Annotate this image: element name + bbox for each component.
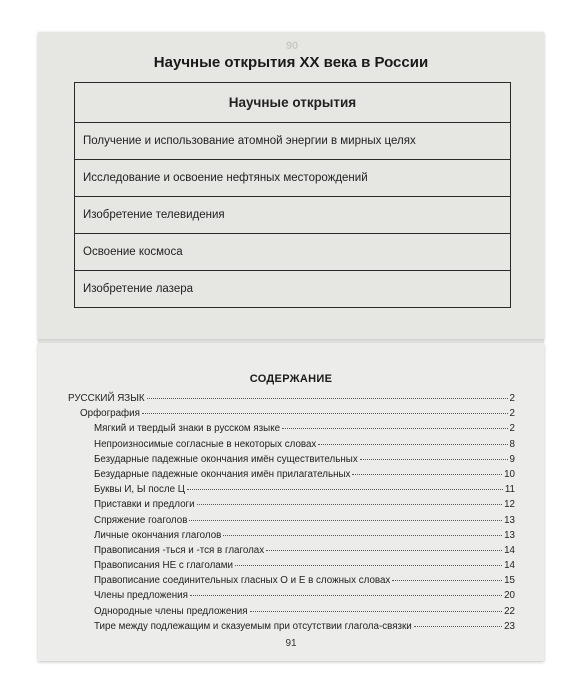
- toc-leader-dots: [266, 550, 502, 551]
- toc-entry-title: Приставки и предлоги: [94, 499, 195, 511]
- table-cell: Изобретение лазера: [75, 271, 511, 308]
- toc-entry: [68, 454, 515, 469]
- toc-leader-dots: [187, 489, 503, 490]
- toc-entry-page: 14: [504, 560, 515, 572]
- toc-entry-page: 23: [504, 620, 515, 632]
- toc-leader-dots: [282, 428, 507, 429]
- table-cell: Изобретение телевидения: [75, 197, 511, 234]
- toc-entry-title: Правописания НЕ с глаголами: [94, 560, 233, 572]
- toc-entry: [68, 621, 515, 636]
- toc-leader-dots: [223, 535, 502, 536]
- toc-entry-title: Безударные падежные окончания имён прилагательных: [94, 468, 351, 480]
- toc-entry-page: 2: [509, 423, 515, 435]
- toc-entry-page: 2: [509, 408, 515, 420]
- toc-leader-dots: [197, 504, 503, 505]
- toc-entry-title: Личные окончания глаголов: [94, 529, 222, 541]
- toc-entry-page: 11: [504, 484, 515, 496]
- toc-entry-page: 12: [504, 499, 515, 511]
- table-row: [75, 271, 511, 308]
- toc-entry: [68, 545, 515, 560]
- toc-entry: [68, 590, 515, 605]
- toc-entry: [68, 439, 515, 454]
- table-cell: Освоение космоса: [75, 234, 511, 271]
- toc-entry-title: Спряжение гоаголов: [94, 514, 188, 526]
- toc-entry-page: 8: [509, 438, 515, 450]
- toc-entry-title: Правописания -ться и -тся в глаголах: [94, 544, 265, 556]
- toc-entry-title: Мягкий и твердый знаки в русском языке: [94, 423, 281, 435]
- toc-entry: [68, 408, 515, 423]
- table-of-contents: [68, 393, 515, 636]
- toc-entry-page: 13: [504, 514, 515, 526]
- toc-entry-page: 20: [504, 590, 515, 602]
- table-row: [75, 123, 511, 160]
- discoveries-table: [74, 82, 511, 308]
- toc-leader-dots: [147, 398, 508, 399]
- toc-leader-dots: [250, 611, 503, 612]
- toc-entry: [68, 423, 515, 438]
- toc-title: СОДЕРЖАНИЕ: [249, 373, 333, 385]
- toc-entry-title: РУССКИЙ ЯЗЫК: [68, 393, 145, 404]
- toc-entry-page: 13: [504, 529, 515, 541]
- page-number: 91: [285, 638, 297, 649]
- toc-entry: [68, 575, 515, 590]
- toc-leader-dots: [189, 520, 502, 521]
- toc-entry-title: Непроизносимые согласные в некоторых словах: [94, 438, 317, 450]
- toc-entry-title: Безударные падежные окончания имён существительных: [94, 453, 358, 465]
- table-row: [75, 160, 511, 197]
- toc-entry: [68, 393, 515, 408]
- page-title: Научные открытия XX века в России: [153, 54, 429, 71]
- toc-entry-page: 15: [504, 575, 515, 587]
- toc-entry-title: Орфография: [80, 408, 140, 420]
- toc-entry: [68, 515, 515, 530]
- toc-entry: [68, 560, 515, 575]
- toc-entry: [68, 499, 515, 514]
- toc-leader-dots: [392, 580, 502, 581]
- toc-entry-page: 9: [509, 453, 515, 465]
- table-cell: Исследование и освоение нефтяных месторождений: [75, 160, 511, 197]
- table-header: Научные открытия: [75, 83, 511, 123]
- toc-entry: [68, 606, 515, 621]
- toc-leader-dots: [235, 565, 502, 566]
- table-row: [75, 234, 511, 271]
- toc-entry-title: Тире между подлежащим и сказуемым при отсутствии глагола-связки: [94, 620, 412, 632]
- toc-entry-page: 22: [504, 605, 515, 617]
- toc-leader-dots: [352, 474, 502, 475]
- toc-leader-dots: [142, 413, 508, 414]
- toc-entry-title: Члены предложения: [94, 590, 188, 602]
- toc-entry-title: Буквы И, Ы после Ц: [94, 484, 186, 496]
- toc-entry-page: 2: [509, 393, 515, 404]
- top-page: [38, 32, 544, 340]
- toc-entry: [68, 469, 515, 484]
- toc-entry-page: 14: [504, 544, 515, 556]
- toc-entry: [68, 530, 515, 545]
- show-through-text: 90: [286, 40, 299, 52]
- bottom-page: [38, 343, 544, 661]
- toc-entry-title: Однородные члены предложения: [94, 605, 248, 617]
- toc-leader-dots: [318, 444, 507, 445]
- toc-entry-page: 10: [504, 468, 515, 480]
- toc-leader-dots: [414, 626, 502, 627]
- toc-entry-title: Правописание соединительных гласных О и Е в сложных словах: [94, 575, 391, 587]
- table-cell: Получение и использование атомной энергии в мирных целях: [75, 123, 511, 160]
- toc-entry: [68, 484, 515, 499]
- toc-leader-dots: [190, 595, 502, 596]
- table-row: [75, 197, 511, 234]
- toc-leader-dots: [360, 459, 508, 460]
